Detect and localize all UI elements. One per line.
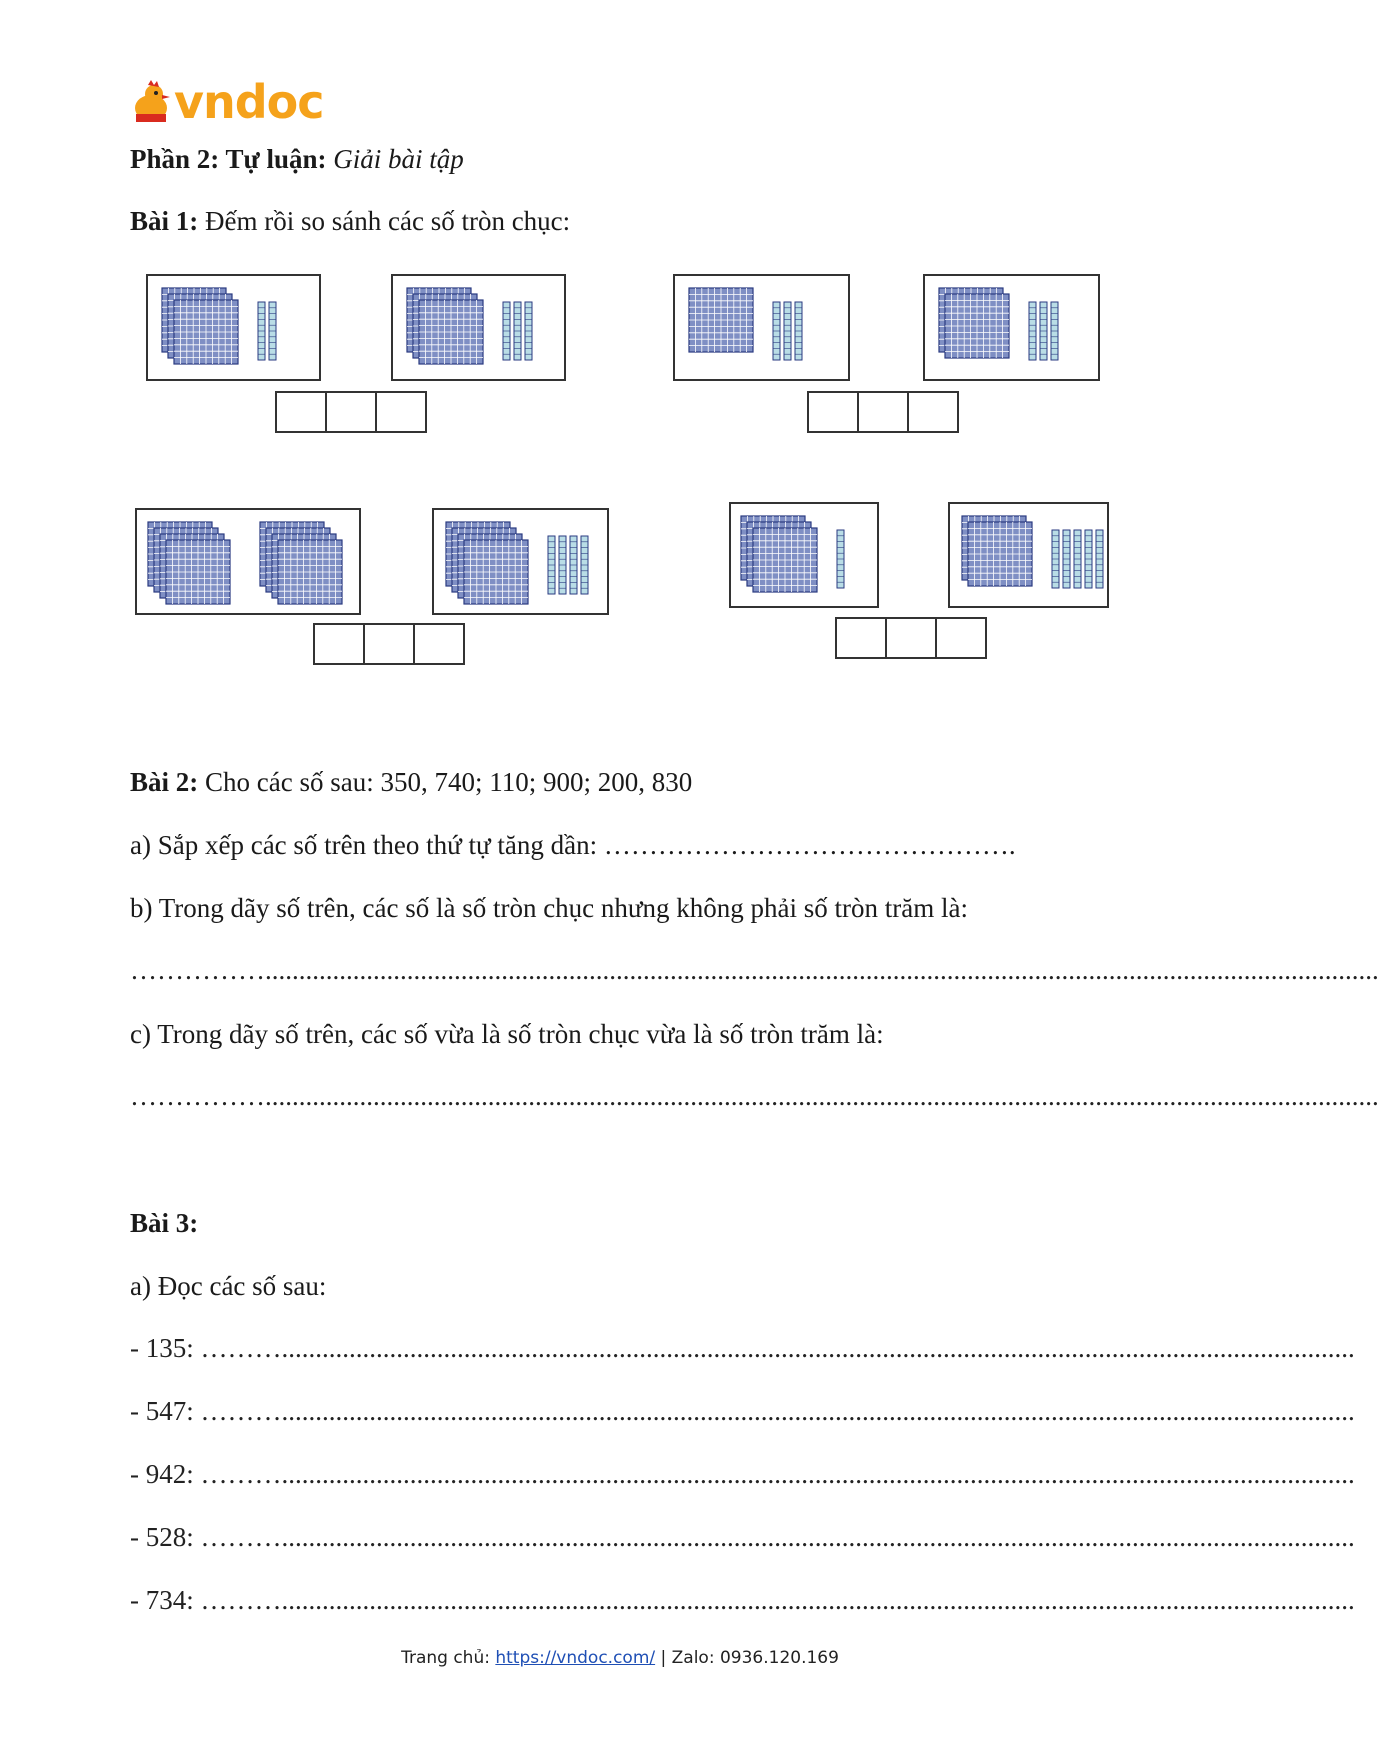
exercise-2a: a) Sắp xếp các số trên theo thứ tự tăng dần: ………………………………………. bbox=[130, 830, 1016, 860]
pair-2-answer-boxes[interactable] bbox=[807, 391, 959, 433]
exercise-2-title bbox=[130, 766, 692, 798]
answer-box-right[interactable] bbox=[375, 391, 427, 433]
footer-zalo: | Zalo: 0936.120.169 bbox=[660, 1648, 839, 1668]
read-number-line[interactable]: - 135: ………............................................................................................................................................................... bbox=[130, 1333, 1355, 1363]
footer-home-label: Trang chủ: bbox=[401, 1648, 490, 1668]
exercise-2b: b) Trong dãy số trên, các số là số tròn chục nhưng không phải số tròn trăm là: bbox=[130, 893, 969, 923]
read-number-line[interactable]: - 734: ………............................................................................................................................................................... bbox=[130, 1585, 1355, 1615]
exercise-2b-answer-line[interactable]: ……………..................................................................................................................................................................... bbox=[130, 955, 1379, 985]
exercise-3-label: Bài 3: bbox=[130, 1208, 199, 1238]
answer-box-right[interactable] bbox=[935, 617, 987, 659]
read-number-line[interactable]: - 547: ………............................................................................................................................................................... bbox=[130, 1396, 1355, 1426]
exercise-3a: a) Đọc các số sau: bbox=[130, 1271, 327, 1301]
answer-box-sign[interactable] bbox=[363, 623, 415, 665]
logo-text: vndoc bbox=[174, 75, 324, 129]
exercise-1-text: Đếm rồi so sánh các số tròn chục: bbox=[205, 206, 571, 236]
answer-box-right[interactable] bbox=[413, 623, 465, 665]
answer-box-sign[interactable] bbox=[325, 391, 377, 433]
exercise-2c-answer-line[interactable]: ……………..................................................................................................................................................................... bbox=[130, 1081, 1379, 1111]
place-value-blocks bbox=[0, 0, 1240, 700]
answer-box-left[interactable] bbox=[807, 391, 859, 433]
part-label: Phần 2: Tự luận: bbox=[130, 144, 327, 174]
exercise-2-text: Cho các số sau: 350, 740; 110; 900; 200, 830 bbox=[205, 767, 693, 797]
read-number-line[interactable]: - 942: ………............................................................................................................................................................... bbox=[130, 1459, 1355, 1489]
answer-box-left[interactable] bbox=[275, 391, 327, 433]
exercise-2c: c) Trong dãy số trên, các số vừa là số tròn chục vừa là số tròn trăm là: bbox=[130, 1019, 884, 1049]
answer-box-right[interactable] bbox=[907, 391, 959, 433]
answer-box-sign[interactable] bbox=[857, 391, 909, 433]
footer-home-link[interactable]: https://vndoc.com/ bbox=[495, 1648, 656, 1668]
part-subtitle: Giải bài tập bbox=[333, 144, 464, 174]
read-number-line[interactable]: - 528: ………............................................................................................................................................................... bbox=[130, 1522, 1355, 1552]
pair-1-answer-boxes[interactable] bbox=[275, 391, 427, 433]
answer-box-left[interactable] bbox=[835, 617, 887, 659]
page-footer bbox=[0, 1648, 1240, 1668]
pair-3-answer-boxes[interactable] bbox=[313, 623, 465, 665]
exercise-2-label: Bài 2: bbox=[130, 767, 199, 797]
answer-box-left[interactable] bbox=[313, 623, 365, 665]
answer-box-sign[interactable] bbox=[885, 617, 937, 659]
exercise-1-label: Bài 1: bbox=[130, 206, 199, 236]
pair-4-answer-boxes[interactable] bbox=[835, 617, 987, 659]
